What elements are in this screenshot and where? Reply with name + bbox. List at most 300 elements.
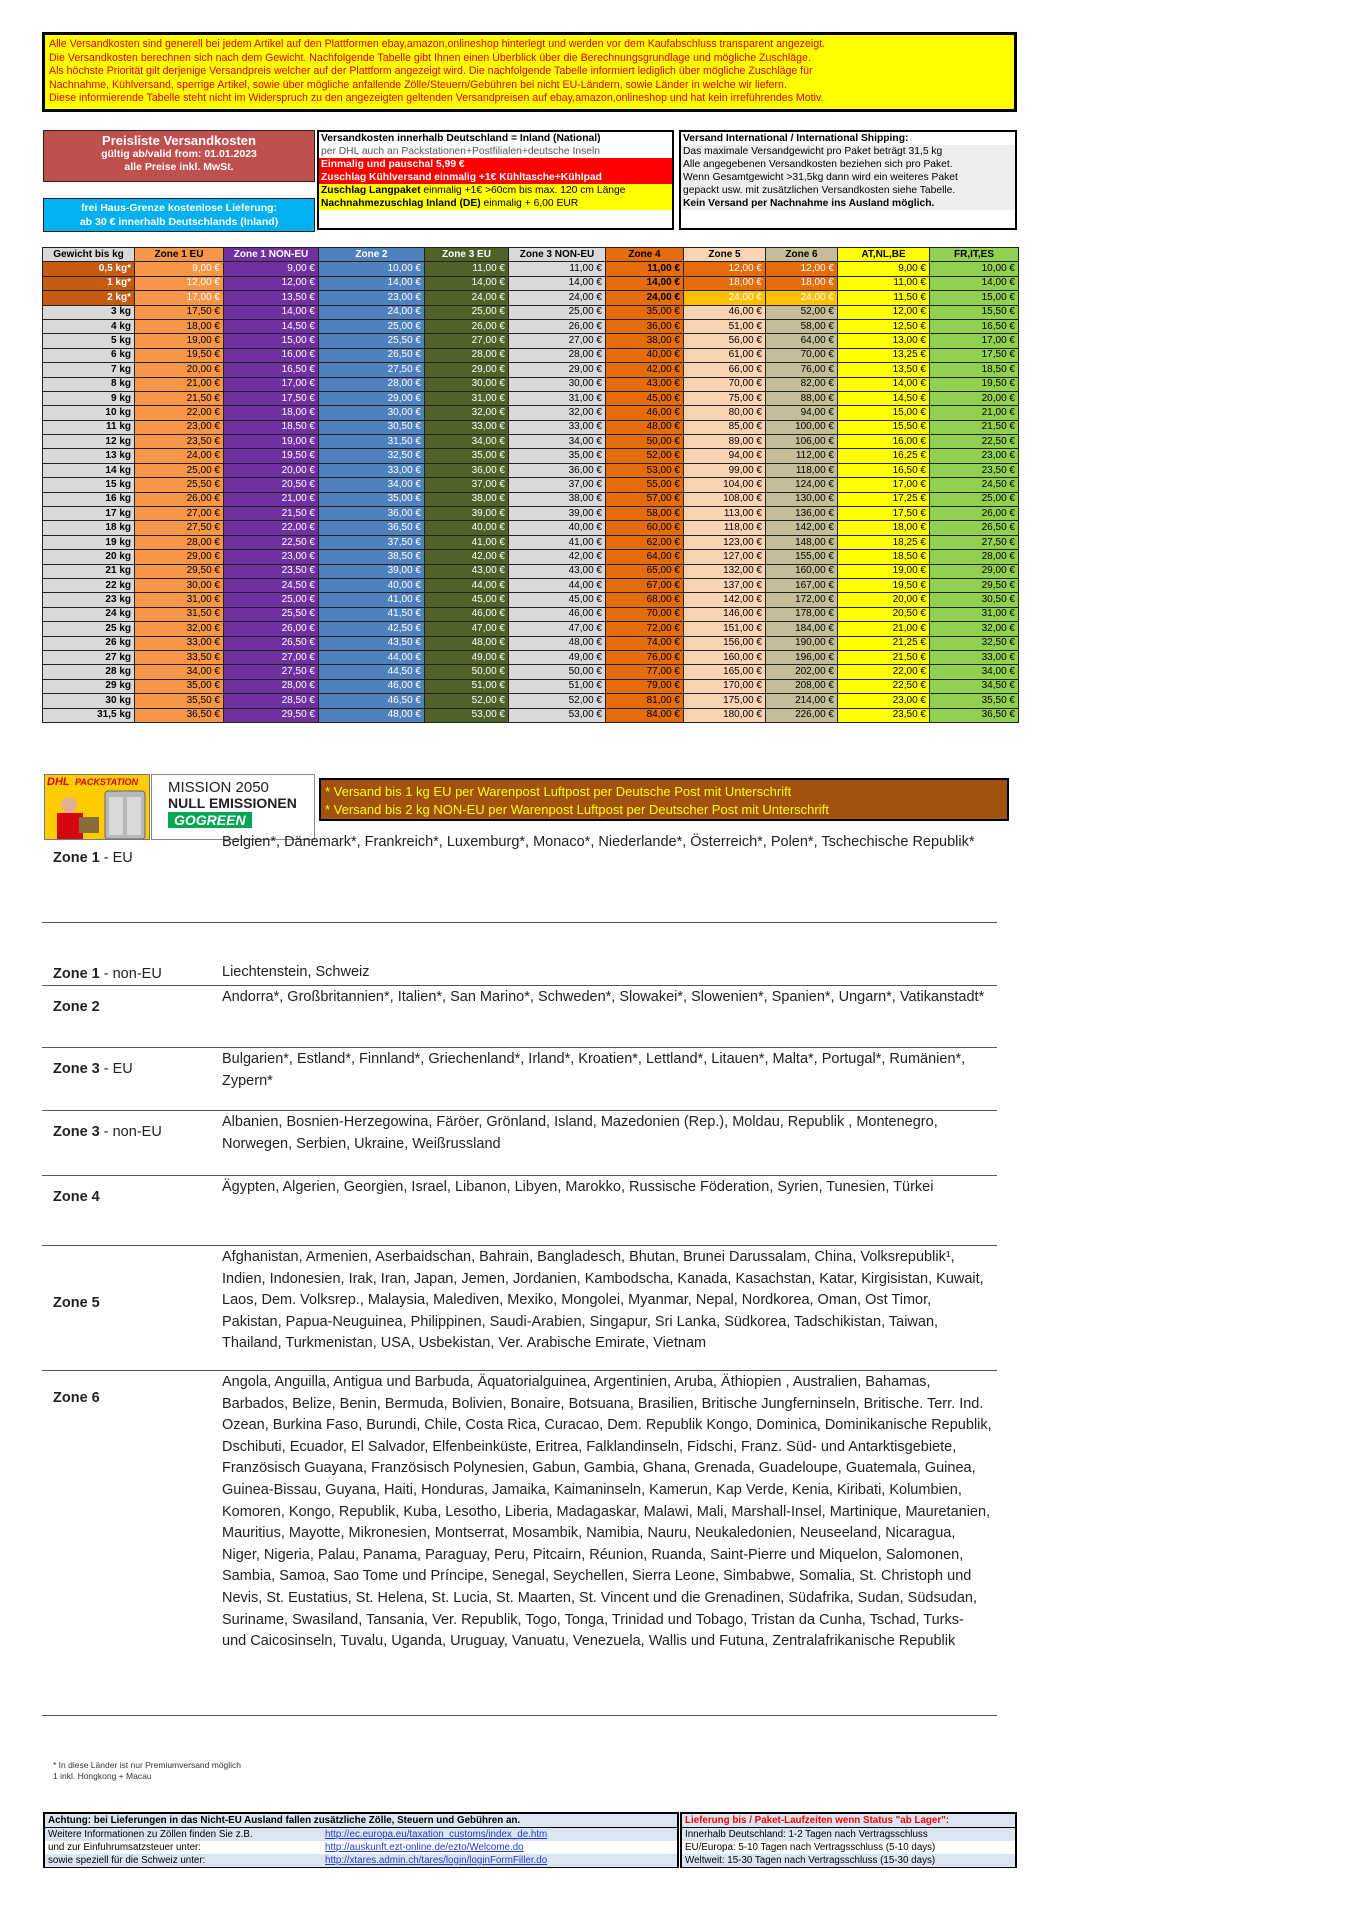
price-cell: 31,00 € — [135, 593, 224, 607]
price-cell: 27,00 € — [135, 507, 224, 521]
column-header: Zone 1 EU — [135, 248, 224, 262]
price-cell: 17,00 € — [135, 291, 224, 305]
table-row — [43, 679, 1019, 693]
price-cell: 226,00 € — [766, 708, 838, 722]
dhl-text: DHL — [47, 776, 70, 788]
price-cell: 34,00 € — [319, 478, 425, 492]
price-cell: 12,00 € — [135, 276, 224, 290]
price-cell: 118,00 € — [684, 521, 766, 535]
price-cell: 127,00 € — [684, 550, 766, 564]
price-cell: 25,50 € — [319, 334, 425, 348]
price-cell: 14,50 € — [838, 391, 930, 405]
price-cell: 155,00 € — [766, 550, 838, 564]
price-cell: 22,50 € — [838, 679, 930, 693]
table-row — [43, 363, 1019, 377]
price-cell: 106,00 € — [766, 435, 838, 449]
price-cell: 43,50 € — [319, 636, 425, 650]
price-cell: 19,50 € — [135, 348, 224, 362]
price-cell: 180,00 € — [684, 708, 766, 722]
customs-info-box — [43, 1812, 679, 1868]
price-cell: 37,00 € — [425, 478, 509, 492]
price-cell: 11,00 € — [838, 276, 930, 290]
price-cell: 25,00 € — [509, 305, 606, 319]
price-cell: 38,00 € — [509, 492, 606, 506]
price-cell: 20,00 € — [930, 391, 1019, 405]
price-cell: 22,50 € — [224, 535, 319, 549]
price-cell: 31,50 € — [135, 607, 224, 621]
zone-suffix: - non-EU — [99, 966, 162, 982]
price-cell: 13,00 € — [838, 334, 930, 348]
price-cell: 21,50 € — [930, 420, 1019, 434]
international-line: Wenn Gesamtgewicht >31,5kg dann wird ein weiteres Paket — [681, 171, 1015, 184]
table-row — [43, 550, 1019, 564]
price-cell: 56,00 € — [684, 334, 766, 348]
price-cell: 58,00 € — [766, 319, 838, 333]
price-cell: 100,00 € — [766, 420, 838, 434]
price-cell: 130,00 € — [766, 492, 838, 506]
price-cell: 14,00 € — [838, 377, 930, 391]
customs-link[interactable]: http://auskunft.ezt-online.de/ezto/Welcome.do — [325, 1842, 524, 1853]
price-cell: 50,00 € — [509, 665, 606, 679]
price-cell: 9,00 € — [838, 262, 930, 276]
price-cell: 19,50 € — [930, 377, 1019, 391]
price-cell: 32,00 € — [509, 406, 606, 420]
zone-name — [53, 1061, 133, 1077]
price-cell: 137,00 € — [684, 578, 766, 592]
zone-row — [42, 1245, 997, 1371]
price-cell: 41,50 € — [319, 607, 425, 621]
price-cell: 20,50 € — [224, 478, 319, 492]
price-cell: 66,00 € — [684, 363, 766, 377]
price-cell: 46,00 € — [509, 607, 606, 621]
price-cell: 43,00 € — [425, 564, 509, 578]
price-cell: 42,00 € — [425, 550, 509, 564]
table-row — [43, 665, 1019, 679]
price-cell: 19,50 € — [224, 449, 319, 463]
price-cell: 76,00 € — [606, 650, 684, 664]
price-cell: 202,00 € — [766, 665, 838, 679]
weight-cell: 12 kg — [43, 435, 135, 449]
price-cell: 22,50 € — [930, 435, 1019, 449]
price-cell: 9,00 € — [135, 262, 224, 276]
price-cell: 31,00 € — [425, 391, 509, 405]
customs-text: und zur Einfuhrumsatzsteuer unter: — [48, 1842, 202, 1853]
price-cell: 52,00 € — [606, 449, 684, 463]
table-row — [43, 305, 1019, 319]
zone-label: Zone 3 — [53, 1061, 100, 1077]
price-cell: 17,00 € — [930, 334, 1019, 348]
zone-row — [42, 1370, 997, 1716]
weight-cell: 16 kg — [43, 492, 135, 506]
zone-countries: Ägypten, Algerien, Georgien, Israel, Libanon, Libyen, Marokko, Russische Föderation, Syrien, Tunesien, Türkei — [222, 1179, 934, 1195]
price-cell: 24,50 € — [930, 478, 1019, 492]
long-package-text: einmalig +1€ >60cm bis max. 120 cm Länge — [420, 185, 626, 196]
price-cell: 51,00 € — [425, 679, 509, 693]
price-cell: 11,00 € — [509, 262, 606, 276]
price-cell: 16,50 € — [224, 363, 319, 377]
table-row — [43, 521, 1019, 535]
price-cell: 18,00 € — [135, 319, 224, 333]
price-cell: 67,00 € — [606, 578, 684, 592]
price-cell: 74,00 € — [606, 636, 684, 650]
price-cell: 14,00 € — [224, 305, 319, 319]
price-cell: 33,50 € — [135, 650, 224, 664]
warenpost-notice — [319, 778, 1009, 821]
zone-suffix: - non-EU — [99, 1124, 162, 1140]
table-row — [43, 435, 1019, 449]
price-cell: 51,00 € — [684, 319, 766, 333]
price-cell: 14,00 € — [509, 276, 606, 290]
price-cell: 22,00 € — [135, 406, 224, 420]
price-cell: 18,50 € — [838, 550, 930, 564]
zone-label: Zone 1 — [53, 966, 100, 982]
zone-suffix: - EU — [99, 1061, 133, 1077]
price-cell: 26,00 € — [224, 622, 319, 636]
price-cell: 40,00 € — [509, 521, 606, 535]
price-cell: 29,50 € — [930, 578, 1019, 592]
price-cell: 28,00 € — [930, 550, 1019, 564]
price-cell: 18,00 € — [224, 406, 319, 420]
price-cell: 17,50 € — [224, 391, 319, 405]
national-cod — [319, 197, 672, 210]
zone-countries: Andorra*, Großbritannien*, Italien*, San Marino*, Schweden*, Slowakei*, Slowenien*, Spanien*, Ungarn*, Vatikanstadt* — [222, 989, 985, 1005]
column-header: Zone 2 — [319, 248, 425, 262]
gogreen-text: GOGREEN — [168, 812, 252, 828]
price-cell: 52,00 € — [509, 694, 606, 708]
price-cell: 20,50 € — [838, 607, 930, 621]
weight-cell: 19 kg — [43, 535, 135, 549]
price-cell: 11,00 € — [425, 262, 509, 276]
weight-cell: 26 kg — [43, 636, 135, 650]
column-header: FR,IT,ES — [930, 248, 1019, 262]
zone-countries: Albanien, Bosnien-Herzegowina, Färöer, Grönland, Island, Mazedonien (Rep.), Moldau, Republik , Montenegro, Norwegen, Serbien, Ukraine, Weißrussland — [222, 1114, 938, 1152]
price-cell: 14,00 € — [930, 276, 1019, 290]
price-cell: 60,00 € — [606, 521, 684, 535]
price-cell: 46,00 € — [425, 607, 509, 621]
customs-title: Achtung: bei Lieferungen in das Nicht-EU Ausland fallen zusätzliche Zölle, Steuern und Gebühren an. — [45, 1814, 677, 1828]
price-cell: 76,00 € — [766, 363, 838, 377]
price-cell: 148,00 € — [766, 535, 838, 549]
national-long-package — [319, 184, 672, 197]
price-cell: 30,00 € — [509, 377, 606, 391]
table-row — [43, 507, 1019, 521]
zone-label: Zone 3 — [53, 1124, 100, 1140]
delivery-title: Lieferung bis / Paket-Laufzeiten wenn Status "ab Lager": — [682, 1814, 1015, 1828]
cod-text: einmalig + 6,00 EUR — [480, 198, 579, 209]
price-cell: 36,00 € — [425, 463, 509, 477]
weight-cell: 8 kg — [43, 377, 135, 391]
price-list-header — [43, 130, 315, 182]
price-cell: 48,00 € — [606, 420, 684, 434]
column-header: Zone 6 — [766, 248, 838, 262]
price-cell: 29,00 € — [425, 363, 509, 377]
table-row — [43, 276, 1019, 290]
price-cell: 20,00 € — [135, 363, 224, 377]
weight-cell: 1 kg* — [43, 276, 135, 290]
price-cell: 25,00 € — [135, 463, 224, 477]
price-cell: 178,00 € — [766, 607, 838, 621]
price-cell: 15,00 € — [838, 406, 930, 420]
price-cell: 30,00 € — [135, 578, 224, 592]
price-cell: 23,00 € — [838, 694, 930, 708]
weight-cell: 22 kg — [43, 578, 135, 592]
zone-countries: Bulgarien*, Estland*, Finnland*, Griechenland*, Irland*, Kroatien*, Lettland*, Litauen*, Malta*, Portugal*, Rumänien*, Zypern* — [222, 1051, 966, 1089]
price-cell: 27,00 € — [224, 650, 319, 664]
price-cell: 17,50 € — [135, 305, 224, 319]
table-row — [43, 420, 1019, 434]
price-cell: 172,00 € — [766, 593, 838, 607]
zone-name — [53, 1124, 162, 1140]
price-cell: 14,00 € — [606, 276, 684, 290]
price-cell: 24,00 € — [509, 291, 606, 305]
international-line: Kein Versand per Nachnahme ins Ausland möglich. — [681, 197, 1015, 210]
price-cell: 70,00 € — [606, 607, 684, 621]
price-cell: 46,50 € — [319, 694, 425, 708]
price-cell: 47,00 € — [425, 622, 509, 636]
price-cell: 39,00 € — [319, 564, 425, 578]
price-cell: 27,00 € — [509, 334, 606, 348]
table-row — [43, 650, 1019, 664]
weight-cell: 17 kg — [43, 507, 135, 521]
price-cell: 23,00 € — [930, 449, 1019, 463]
weight-cell: 11 kg — [43, 420, 135, 434]
price-cell: 25,00 € — [930, 492, 1019, 506]
price-cell: 34,50 € — [930, 679, 1019, 693]
table-row — [43, 449, 1019, 463]
price-cell: 27,50 € — [930, 535, 1019, 549]
intro-notice — [42, 32, 1017, 112]
price-cell: 46,00 € — [684, 305, 766, 319]
price-cell: 36,50 € — [930, 708, 1019, 722]
price-cell: 11,50 € — [838, 291, 930, 305]
price-cell: 58,00 € — [606, 507, 684, 521]
price-cell: 36,50 € — [135, 708, 224, 722]
price-cell: 214,00 € — [766, 694, 838, 708]
price-cell: 22,00 € — [224, 521, 319, 535]
price-cell: 48,00 € — [319, 708, 425, 722]
price-cell: 190,00 € — [766, 636, 838, 650]
price-cell: 23,00 € — [319, 291, 425, 305]
price-cell: 12,00 € — [684, 262, 766, 276]
price-cell: 39,00 € — [509, 507, 606, 521]
price-cell: 33,00 € — [930, 650, 1019, 664]
column-header: Zone 4 — [606, 248, 684, 262]
price-cell: 26,50 € — [224, 636, 319, 650]
price-cell: 33,00 € — [509, 420, 606, 434]
price-cell: 29,00 € — [509, 363, 606, 377]
price-cell: 167,00 € — [766, 578, 838, 592]
price-cell: 25,00 € — [319, 319, 425, 333]
warenpost-line: * Versand bis 1 kg EU per Warenpost Luftpost per Deutsche Post mit Unterschrift — [325, 784, 792, 799]
table-row — [43, 291, 1019, 305]
long-package-label: Zuschlag Langpaket — [321, 185, 421, 196]
price-cell: 28,00 € — [135, 535, 224, 549]
column-header: Zone 3 EU — [425, 248, 509, 262]
national-cooling-surcharge: Zuschlag Kühlversand einmalig +1€ Kühltasche+Kühlpad — [319, 171, 672, 184]
intro-line: Alle Versandkosten sind generell bei jedem Artikel auf den Plattformen ebay,amazon,onlineshop hinterlegt und werden vor dem Kaufabschluss transparent angezeigt. — [49, 38, 825, 50]
customs-row — [45, 1841, 677, 1854]
zone-countries: Afghanistan, Armenien, Aserbaidschan, Bahrain, Bangladesch, Bhutan, Brunei Darussalam, China, Volksrepublik¹, Indien, Indonesien, Irak, Iran, Japan, Jemen, Jordanien, Kambodscha, Kanada, Kasachstan, Katar, Kirgisistan, Kuwait, Laos, Dem. Volksrep., Malaysia, Malediven, Mexiko, Mongolei, Myanmar, Nepal, Nordkorea, Oman, Ost Timor, Pakistan, Papua-Neuguinea, Philippinen, Saudi-Arabien, Singapur, Sri Lanka, Südkorea, Tadschikistan, Taiwan, Thailand, Turkmenistan, USA, Usbekistan, Ver. Arabische Emirate, Vietnam — [222, 1249, 984, 1352]
zone-name — [53, 1390, 100, 1406]
price-cell: 29,00 € — [930, 564, 1019, 578]
price-cell: 61,00 € — [684, 348, 766, 362]
footnote-hongkong: 1 inkl. Hongkong + Macau — [53, 1771, 152, 1781]
column-header: Zone 5 — [684, 248, 766, 262]
price-cell: 48,00 € — [425, 636, 509, 650]
zone-row — [42, 985, 997, 1048]
price-cell: 53,00 € — [509, 708, 606, 722]
price-cell: 32,00 € — [425, 406, 509, 420]
price-cell: 21,00 € — [930, 406, 1019, 420]
price-cell: 40,00 € — [425, 521, 509, 535]
price-cell: 20,00 € — [838, 593, 930, 607]
customs-text: Weitere Informationen zu Zöllen finden Sie z.B. — [48, 1829, 253, 1840]
price-cell: 21,50 € — [838, 650, 930, 664]
price-cell: 24,00 € — [135, 449, 224, 463]
price-cell: 19,00 € — [838, 564, 930, 578]
price-cell: 10,00 € — [930, 262, 1019, 276]
price-cell: 170,00 € — [684, 679, 766, 693]
weight-cell: 15 kg — [43, 478, 135, 492]
price-cell: 45,00 € — [606, 391, 684, 405]
price-cell: 18,00 € — [684, 276, 766, 290]
price-cell: 22,00 € — [838, 665, 930, 679]
null-emission-text: NULL EMISSIONEN — [168, 795, 297, 811]
price-cell: 24,00 € — [684, 291, 766, 305]
price-cell: 16,00 € — [224, 348, 319, 362]
price-cell: 175,00 € — [684, 694, 766, 708]
price-cell: 21,50 € — [135, 391, 224, 405]
price-cell: 12,00 € — [766, 262, 838, 276]
price-cell: 21,25 € — [838, 636, 930, 650]
price-cell: 32,50 € — [930, 636, 1019, 650]
customs-text: sowie speziell für die Schweiz unter: — [48, 1855, 206, 1866]
price-cell: 79,00 € — [606, 679, 684, 693]
price-cell: 39,00 € — [425, 507, 509, 521]
price-cell: 82,00 € — [766, 377, 838, 391]
price-cell: 17,25 € — [838, 492, 930, 506]
price-cell: 19,00 € — [224, 435, 319, 449]
price-cell: 132,00 € — [684, 564, 766, 578]
price-cell: 27,50 € — [135, 521, 224, 535]
price-cell: 53,00 € — [606, 463, 684, 477]
weight-cell: 13 kg — [43, 449, 135, 463]
price-cell: 32,00 € — [135, 622, 224, 636]
price-cell: 21,50 € — [224, 507, 319, 521]
price-cell: 142,00 € — [684, 593, 766, 607]
price-cell: 47,00 € — [509, 622, 606, 636]
price-cell: 113,00 € — [684, 507, 766, 521]
price-cell: 30,50 € — [319, 420, 425, 434]
price-cell: 160,00 € — [766, 564, 838, 578]
intro-line: Nachnahme, Kühlversand, sperrige Artikel, sowie über mögliche anfallende Zölle/Steuern/Gebühren bei nicht EU-Ländern, sowie Länder in welche wir liefern. — [49, 78, 787, 91]
table-row — [43, 478, 1019, 492]
price-cell: 19,00 € — [135, 334, 224, 348]
price-cell: 44,00 € — [509, 578, 606, 592]
price-cell: 124,00 € — [766, 478, 838, 492]
price-cell: 33,00 € — [319, 463, 425, 477]
zone-label: Zone 1 — [53, 850, 100, 866]
price-cell: 36,50 € — [319, 521, 425, 535]
price-cell: 11,00 € — [606, 262, 684, 276]
price-cell: 50,00 € — [606, 435, 684, 449]
price-cell: 49,00 € — [425, 650, 509, 664]
price-cell: 25,50 € — [224, 607, 319, 621]
price-cell: 14,50 € — [224, 319, 319, 333]
price-cell: 26,00 € — [930, 507, 1019, 521]
price-cell: 36,00 € — [509, 463, 606, 477]
price-cell: 23,00 € — [135, 420, 224, 434]
table-row — [43, 593, 1019, 607]
free-shipping-box — [43, 198, 315, 232]
international-line: Das maximale Versandgewicht pro Paket beträgt 31,5 kg — [681, 145, 1015, 158]
weight-cell: 4 kg — [43, 319, 135, 333]
price-cell: 12,50 € — [838, 319, 930, 333]
table-row — [43, 636, 1019, 650]
price-cell: 62,00 € — [606, 535, 684, 549]
price-cell: 28,00 € — [425, 348, 509, 362]
price-cell: 17,00 € — [224, 377, 319, 391]
international-title: Versand International / International Shipping: — [683, 133, 909, 144]
weight-cell: 20 kg — [43, 550, 135, 564]
price-cell: 35,50 € — [135, 694, 224, 708]
column-header: AT,NL,BE — [838, 248, 930, 262]
price-cell: 35,50 € — [930, 694, 1019, 708]
weight-cell: 10 kg — [43, 406, 135, 420]
price-cell: 49,00 € — [509, 650, 606, 664]
price-cell: 18,25 € — [838, 535, 930, 549]
delivery-line: Innerhalb Deutschland: 1-2 Tagen nach Vertragsschluss — [682, 1828, 1015, 1841]
customs-link[interactable]: http://ec.europa.eu/taxation_customs/index_de.htm — [325, 1829, 548, 1840]
price-table — [42, 247, 1019, 723]
table-row — [43, 348, 1019, 362]
price-cell: 30,50 € — [930, 593, 1019, 607]
price-cell: 104,00 € — [684, 478, 766, 492]
table-row — [43, 391, 1019, 405]
weight-cell: 29 kg — [43, 679, 135, 693]
price-cell: 10,00 € — [319, 262, 425, 276]
price-cell: 108,00 € — [684, 492, 766, 506]
zone-row — [42, 1110, 997, 1176]
price-cell: 46,00 € — [319, 679, 425, 693]
price-cell: 156,00 € — [684, 636, 766, 650]
zone-countries: Angola, Anguilla, Antigua und Barbuda, Äquatorialguinea, Argentinien, Aruba, Äthiopien , Australien, Bahamas, Barbados, Belize, Benin, Bermuda, Bolivien, Bonaire, Botsuana, Brasilien, Britische Jungferninseln, Britische. Terr. Ind. Ozean, Burkina Faso, Burundi, Chile, Costa Rica, Curacao, Dem. Republik Kongo, Dominica, Dominikanische Republik, Dschibuti, Ecuador, El Salvador, Elfenbeinküste, Eritrea, Falklandinseln, Fidschi, Franz. Süd- und Antarktisgebiete, Französisch Guayana, Französisch Polynesien, Gabun, Gambia, Ghana, Grenada, Guadeloupe, Guatemala, Guinea, Guinea-Bissau, Guyana, Haiti, Honduras, Jamaika, Kaimaninseln, Kamerun, Kap Verde, Kenia, Kiribati, Kolumbien, Komoren, Kongo, Republik, Kuba, Lesotho, Liberia, Madagaskar, Malawi, Mali, Marshall-Insel, Martinique, Mauretanien, Mauritius, Mayotte, Mikronesien, Montserrat, Mosambik, Namibia, Nauru, Neukaledonien, Neuseeland, Nicaragua, Niger, Nigeria, Palau, Panama, Paraguay, Peru, Pitcairn, Réunion, Ruanda, Saint-Pierre und Miquelon, Salomonen, Sambia, Samoa, Sao Tome und Príncipe, Senegal, Seychellen, Sierra Leone, Simbabwe, Somalia, St. Christoph und Nevis, St. Eustatius, St. Helena, St. Lucia, St. Maarten, St. Vincent und die Grenadinen, Südafrika, Sudan, Südsudan, Suriname, Swasiland, Tansania, Ver. Republik, Togo, Tonga, Trinidad und Tobago, Tristan da Cunha, Tschad, Turks- und Caicosinseln, Tuvalu, Uganda, Uruguay, Vanuatu, Venezuela, Wallis und Futuna, Zentralafrikanische Republik — [222, 1374, 992, 1650]
price-cell: 85,00 € — [684, 420, 766, 434]
price-cell: 146,00 € — [684, 607, 766, 621]
price-cell: 88,00 € — [766, 391, 838, 405]
price-cell: 23,00 € — [224, 550, 319, 564]
price-cell: 27,50 € — [224, 665, 319, 679]
customs-row — [45, 1828, 677, 1841]
zone-name — [53, 966, 162, 982]
price-cell: 34,00 € — [425, 435, 509, 449]
zone-label: Zone 6 — [53, 1390, 100, 1406]
weight-cell: 6 kg — [43, 348, 135, 362]
price-cell: 29,00 € — [135, 550, 224, 564]
price-cell: 9,00 € — [224, 262, 319, 276]
price-cell: 31,00 € — [930, 607, 1019, 621]
price-cell: 160,00 € — [684, 650, 766, 664]
price-cell: 38,00 € — [606, 334, 684, 348]
customs-link[interactable]: http://xtares.admin.ch/tares/login/loginFormFiller.do — [325, 1855, 548, 1866]
table-row — [43, 262, 1019, 276]
price-cell: 45,00 € — [509, 593, 606, 607]
price-cell: 43,00 € — [509, 564, 606, 578]
table-row — [43, 492, 1019, 506]
price-cell: 17,50 € — [838, 507, 930, 521]
zone-name — [53, 850, 133, 866]
price-cell: 99,00 € — [684, 463, 766, 477]
